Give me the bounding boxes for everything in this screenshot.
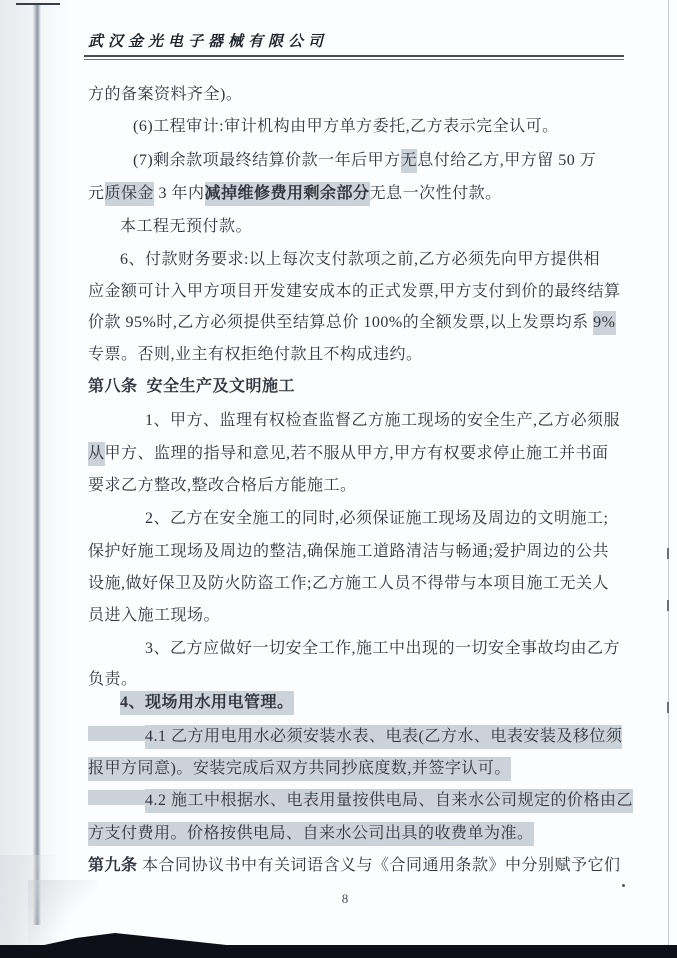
document-line bbox=[120, 248, 600, 271]
text-run: (7)剩余款项最终结算价款一年后甲方 bbox=[133, 152, 401, 169]
text-run: 要求乙方整改,整改合格后方能施工。 bbox=[88, 477, 357, 494]
book-binding-shadow bbox=[0, 945, 677, 958]
document-line bbox=[133, 115, 559, 138]
text-run: 专票。否则,业主有权拒绝付款且不构成违约。 bbox=[88, 346, 423, 363]
text-run: 甲方、监理的指导和意见,若不服从甲方,甲方有权要求停止施工并书面 bbox=[104, 445, 609, 462]
page-curl-shade bbox=[0, 855, 60, 945]
header-rule-top bbox=[84, 55, 624, 57]
text-run: 元 bbox=[88, 185, 105, 202]
document-line bbox=[145, 409, 620, 432]
scan-speck bbox=[622, 884, 625, 887]
page-fold-line bbox=[33, 5, 41, 925]
highlighted-text-run: 质保金 bbox=[105, 182, 155, 206]
highlighted-text-run: 减掉维修费用剩余部分 bbox=[205, 182, 370, 206]
document-line bbox=[88, 789, 633, 812]
document-line bbox=[88, 182, 502, 205]
text-run: 本合同协议书中有关词语含义与《合同通用条款》中分别赋予它们 bbox=[137, 857, 621, 874]
highlighted-text-run: 4、现场用水用电管理。 bbox=[120, 691, 294, 715]
document-line bbox=[88, 474, 357, 497]
text-run: 负责。 bbox=[88, 671, 138, 688]
document-line bbox=[133, 149, 596, 172]
text-run: 3 年内 bbox=[154, 185, 205, 202]
header-rule-bottom bbox=[84, 59, 624, 60]
binding-edge-mark bbox=[667, 702, 669, 713]
text-run: 本工程无预付款。 bbox=[120, 218, 253, 235]
highlighted-text-run: 4.2 施工中根据水、电表用量按供电局、自来水公司规定的价格由乙 bbox=[145, 789, 633, 813]
binding-edge-mark bbox=[667, 600, 669, 611]
text-run: 2、乙方在安全施工的同时,必须保证施工现场及周边的文明施工; bbox=[145, 510, 609, 527]
highlighted-text-run: 方支付费用。价格按供电局、自来水公司出具的收费单为准。 bbox=[88, 822, 534, 846]
document-line bbox=[88, 668, 138, 691]
document-line bbox=[88, 311, 616, 334]
text-run: 1、甲方、监理有权检查监督乙方施工现场的安全生产,乙方必须服 bbox=[145, 412, 621, 429]
text-run: 设施,做好保卫及防火防盗工作;乙方施工人员不得带与本项目施工无关人 bbox=[88, 575, 609, 592]
highlighted-text-run: 4.1 乙方用电用水必须安装水表、电表(乙方水、电表安装及移位须 bbox=[145, 725, 622, 749]
page-number: 8 bbox=[341, 891, 349, 906]
document-line bbox=[88, 83, 242, 106]
text-run: 第九条 bbox=[88, 857, 138, 874]
text-run: 价款 95%时,乙方必须提供至结算总价 100%的全额发票,以上发票均系 bbox=[88, 314, 594, 331]
highlighted-text-run: 9% bbox=[593, 311, 615, 335]
highlighted-text-run: 无 bbox=[401, 149, 418, 173]
right-page-edge-line bbox=[668, 0, 669, 958]
text-run: 3、乙方应做好一切安全工作,施工中出现的一切安全事故均由乙方 bbox=[145, 640, 621, 657]
document-line bbox=[88, 572, 609, 595]
text-run: 6、付款财务要求:以上每次支付款项之前,乙方必须先向甲方提供相 bbox=[120, 251, 600, 268]
document-line bbox=[88, 442, 609, 465]
document-line bbox=[145, 637, 620, 660]
document-line bbox=[120, 215, 252, 238]
document-line bbox=[88, 725, 622, 748]
text-run: 无息一次性付款。 bbox=[369, 185, 502, 202]
text-run: 方的备案资料齐全)。 bbox=[88, 86, 243, 103]
document-line bbox=[88, 854, 621, 877]
highlighted-text-run: 报甲方同意)。安装完成后双方共同抄底度数,并签字认可。 bbox=[88, 757, 511, 781]
document-line bbox=[88, 604, 220, 627]
text-run: (6)工程审计:审计机构由甲方单方委托,乙方表示完全认可。 bbox=[133, 118, 559, 135]
document-line bbox=[88, 343, 423, 366]
document-line bbox=[88, 822, 534, 845]
highlighted-text-run bbox=[88, 726, 145, 741]
text-run: 应金额可计入甲方项目开发建安成本的正式发票,甲方支付到价的最终结算 bbox=[88, 283, 621, 300]
text-run: 第八条 安全生产及文明施工 bbox=[88, 378, 296, 395]
highlighted-text-run: 从 bbox=[88, 442, 105, 466]
document-line bbox=[88, 280, 621, 303]
highlighted-text-run bbox=[88, 790, 145, 805]
text-run: 息付给乙方,甲方留 50 万 bbox=[417, 152, 597, 169]
document-line bbox=[120, 691, 294, 714]
company-header: 武汉金光电子器械有限公司 bbox=[88, 34, 329, 50]
text-run: 员进入施工现场。 bbox=[88, 607, 221, 624]
document-line bbox=[88, 757, 511, 780]
document-line bbox=[88, 375, 295, 398]
page-edge-tick bbox=[16, 3, 60, 5]
binding-edge-mark bbox=[667, 548, 669, 559]
text-run: 保护好施工现场及周边的整洁,确保施工道路清洁与畅通;爱护周边的公共 bbox=[88, 543, 609, 560]
document-line bbox=[145, 507, 608, 530]
document-line bbox=[88, 540, 609, 563]
